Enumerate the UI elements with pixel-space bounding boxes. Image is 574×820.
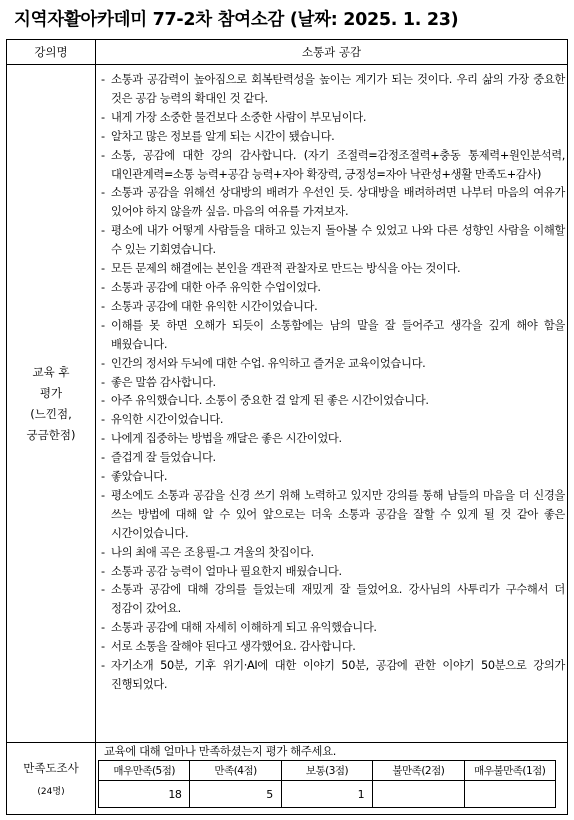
rating-header: 불만족(2점)	[373, 761, 464, 781]
list-item: - 인간의 정서와 두뇌에 대한 수업. 유익하고 즐거운 교육이었습니다.	[99, 355, 565, 374]
comments-cell	[96, 65, 568, 743]
header-row	[7, 40, 568, 65]
list-item: - 나에게 집중하는 방법을 깨달은 좋은 시간이었다.	[99, 430, 565, 449]
comment-list	[99, 71, 565, 695]
satisfaction-label-cell	[7, 743, 96, 815]
page-title: 지역자활아카데미 77-2차 참여소감 (날짜: 2025. 1. 23)	[14, 10, 459, 30]
rating-value: 18	[99, 781, 190, 808]
lecture-name-label: 강의명	[7, 40, 96, 65]
list-item: - 내게 가장 소중한 물건보다 소중한 사람이 부모님이다.	[99, 109, 565, 128]
satisfaction-question: 교육에 대해 얼마나 만족하셨는지 평가 해주세요.	[104, 745, 337, 758]
list-item: - 이해를 못 하면 오해가 되듯이 소통함에는 남의 말을 잘 들어주고 생각을 깊게 해야 함을 배웠습니다.	[99, 317, 565, 355]
list-item: - 유익한 시간이었습니다.	[99, 411, 565, 430]
respondent-count: (24명)	[37, 787, 65, 797]
list-item: - 서로 소통을 잘해야 된다고 생각했어요. 감사합니다.	[99, 638, 565, 657]
rating-header: 매우만족(5점)	[99, 761, 190, 781]
list-item: - 아주 유익했습니다. 소통이 중요한 걸 알게 된 좋은 시간이었습니다.	[99, 392, 565, 411]
list-item: - 소통과 공감에 대해 강의를 들었는데 재밌게 잘 들었어요. 강사님의 사투리가 구수해서 더 정감이 갔어요.	[99, 581, 565, 619]
list-item: - 좋았습니다.	[99, 468, 565, 487]
rating-value: 1	[281, 781, 372, 808]
rating-value	[373, 781, 464, 808]
list-item: - 평소에 내가 어떻게 사람들을 대하고 있는지 돌아볼 수 있었고 나와 다른 성향인 사람을 이해할 수 있는 기회였습니다.	[99, 222, 565, 260]
rating-header: 만족(4점)	[190, 761, 281, 781]
list-item: - 평소에도 소통과 공감을 신경 쓰기 위해 노력하고 있지만 강의를 통해 남들의 마음을 더 신경을 쓰는 방법에 대해 알 수 있어 앞으로는 더욱 소통과 공감을 잘할 수 있게 될 것 같아 좋은 시간이었습니다.	[99, 487, 565, 544]
satisfaction-header-row	[99, 761, 556, 781]
evaluation-label: 교육 후 평가 (느낀점, 궁금한점)	[7, 65, 96, 743]
list-item: - 소통과 공감 능력이 얼마나 필요한지 배웠습니다.	[99, 563, 565, 582]
rating-value	[464, 781, 555, 808]
list-item: - 소통과 공감에 대한 유익한 시간이었습니다.	[99, 298, 565, 317]
list-item: - 소통, 공감에 대한 강의 감사합니다. (자기 조절력=감정조절력+충동 통제력+원인분석력, 대인관계력=소통 능력+공감 능력+자아 확장력, 긍정성=자아 낙관성+생활 만족도+감사)	[99, 147, 565, 185]
feedback-table	[6, 39, 568, 815]
list-item: - 모든 문제의 해결에는 본인을 객관적 관찰자로 만드는 방식을 아는 것이다.	[99, 260, 565, 279]
satisfaction-row	[7, 743, 568, 815]
list-item: - 소통과 공감에 대한 아주 유익한 수업이었다.	[99, 279, 565, 298]
list-item: - 좋은 말씀 감사합니다.	[99, 374, 565, 393]
rating-value: 5	[190, 781, 281, 808]
satisfaction-value-row	[99, 781, 556, 808]
list-item: - 즐겁게 잘 들었습니다.	[99, 449, 565, 468]
rating-header: 보통(3점)	[281, 761, 372, 781]
rating-header: 매우불만족(1점)	[464, 761, 555, 781]
list-item: - 소통과 공감력이 높아짐으로 회복탄력성을 높이는 계기가 되는 것이다. 우리 삶의 가장 중요한 것은 공감 능력의 확대인 것 같다.	[99, 71, 565, 109]
satisfaction-label: 만족도조사	[23, 761, 79, 775]
satisfaction-table	[98, 760, 556, 808]
list-item: - 자기소개 50분, 기후 위기·AI에 대한 이야기 50분, 공감에 관한 이야기 50분으로 강의가 진행되었다.	[99, 657, 565, 695]
comments-row	[7, 65, 568, 743]
list-item: - 나의 최애 곡은 조용필-그 겨울의 찻집이다.	[99, 544, 565, 563]
list-item: - 알차고 많은 정보를 알게 되는 시간이 됐습니다.	[99, 128, 565, 147]
list-item: - 소통과 공감을 위해선 상대방의 배려가 우선인 듯. 상대방을 배려하려면 나부터 마음의 여유가 있어야 하지 않을까 싶음. 마음의 여유를 가져보자.	[99, 184, 565, 222]
list-item: - 소통과 공감에 대해 자세히 이해하게 되고 유익했습니다.	[99, 619, 565, 638]
satisfaction-cell	[96, 743, 568, 815]
lecture-name-value: 소통과 공감	[96, 40, 568, 65]
